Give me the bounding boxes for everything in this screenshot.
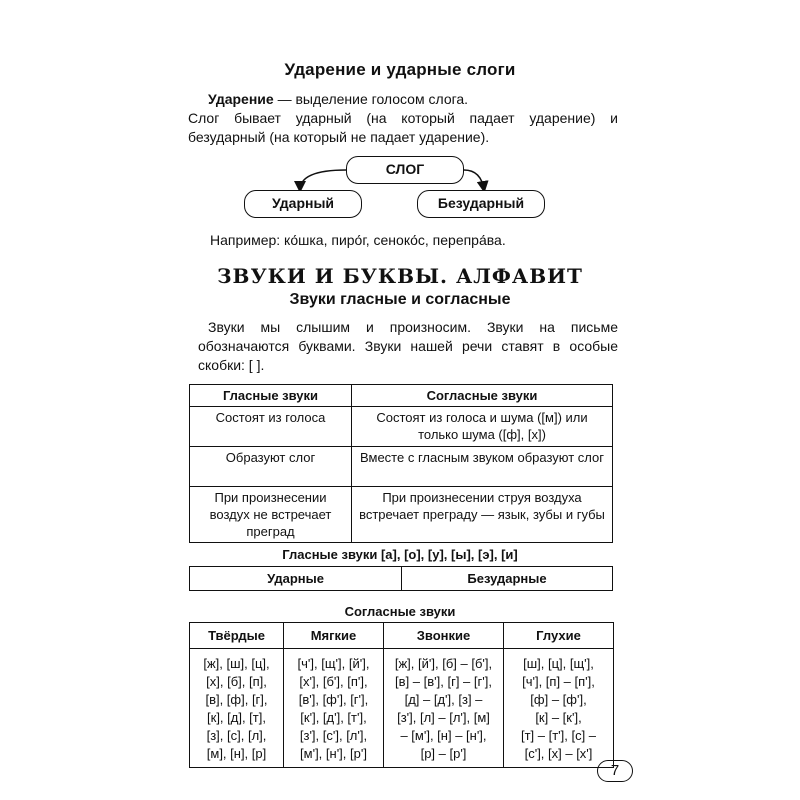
table-cell: [ш], [ц], [щ'], [ч'], [п] – [п'], [ф] – [ф'], [к] – [к'], [т] – [т'], [с] – [с'], [х] – [х'] [504, 649, 614, 768]
table-header-row [190, 567, 613, 591]
stress-definition [188, 90, 618, 147]
chapter-subtitle: Звуки гласные и согласные [289, 291, 511, 308]
consonants-caption: Согласные звуки [344, 604, 456, 619]
sounds-intro: Звуки мы слышим и произносим. Звуки на письме обозначаются буквами. Звуки нашей речи ставят в особые скобки: [ ]. [198, 319, 618, 373]
header-consonants: Согласные звуки [352, 385, 613, 407]
table-cell: [ж], [й'], [б] – [б'], [в] – [в'], [г] – [г'], [д] – [д'], [з] – [з'], [л] – [л'], [м] – [м'], [н] – [н'], [р] – [р'] [384, 649, 504, 768]
header-voiceless: Глухие [504, 623, 614, 649]
table-cell: Образуют слог [190, 447, 352, 487]
header-hard: Твёрдые [190, 623, 284, 649]
header-stressed: Ударные [190, 567, 402, 591]
section-title-stress: Ударение и ударные слоги [284, 60, 516, 79]
definition-line [188, 90, 618, 109]
table-cell: При произнесении воздух не встречает преград [190, 487, 352, 543]
table-row [190, 649, 614, 768]
diagram-box-syllable: СЛОГ [346, 156, 464, 184]
header-vowels: Гласные звуки [190, 385, 352, 407]
table-row [190, 407, 613, 447]
definition-text: — выделение голосом слога. [273, 91, 469, 107]
table-header-row [190, 385, 613, 407]
vowels-consonants-table [189, 384, 613, 543]
header-voiced: Звонкие [384, 623, 504, 649]
header-soft: Мягкие [284, 623, 384, 649]
vowels-table [189, 566, 613, 591]
diagram-box-unstressed: Безударный [417, 190, 545, 218]
arrow-right [464, 170, 484, 190]
table-header-row [190, 623, 614, 649]
table-cell: Состоят из голоса и шума ([м]) или только шума ([ф], [х]) [352, 407, 613, 447]
chapter-title: ЗВУКИ И БУКВЫ. АЛФАВИТ [217, 264, 583, 288]
table-row [190, 447, 613, 487]
syllable-types-text: Слог бывает ударный (на который падает ударение) и безударный (на который не падает ударение). [188, 110, 618, 145]
example-words: Например: ко́шка, пиро́г, сеноко́с, перепра́ва. [210, 232, 506, 248]
consonants-table [189, 622, 614, 768]
vowels-caption: Гласные звуки [а], [о], [у], [ы], [э], [и] [282, 547, 518, 562]
table-row [190, 487, 613, 543]
page-number: 7 [597, 760, 633, 782]
arrow-left [300, 170, 346, 190]
diagram-box-stressed: Ударный [244, 190, 362, 218]
table-cell: Состоят из голоса [190, 407, 352, 447]
definition-term: Ударение [208, 91, 274, 107]
table-cell: При произнесении струя воздуха встречает преграду — язык, зубы и губы [352, 487, 613, 543]
table-cell: [ж], [ш], [ц], [х], [б], [п], [в], [ф], [г], [к], [д], [т], [з], [с], [л], [м], [н], [р] [190, 649, 284, 768]
header-unstressed: Безударные [402, 567, 613, 591]
table-cell: Вместе с гласным звуком образуют слог [352, 447, 613, 487]
table-cell: [ч'], [щ'], [й'], [х'], [б'], [п'], [в'], [ф'], [г'], [к'], [д'], [т'], [з'], [с'], [л'], [м'], [н'], [р'] [284, 649, 384, 768]
syllable-diagram [0, 152, 800, 222]
